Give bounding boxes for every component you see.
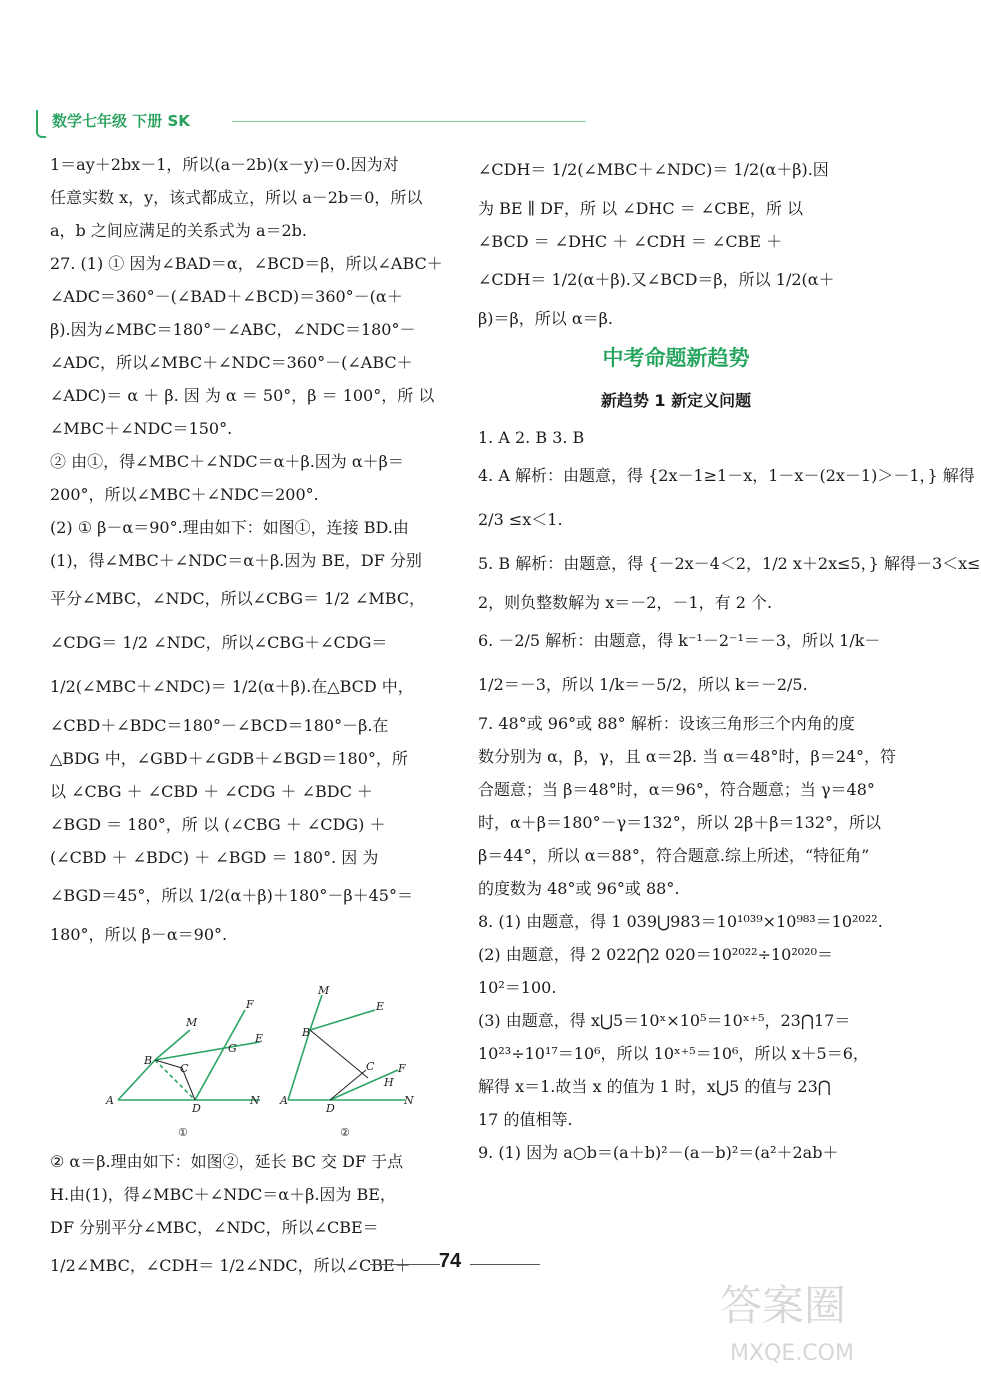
text-line: ∠CDH＝ 1/2(∠MBC＋∠NDC)＝ 1/2(α＋β).因 bbox=[478, 160, 829, 179]
text-line: DF 分别平分∠MBC，∠NDC，所以∠CBE＝ bbox=[50, 1218, 379, 1237]
svg-text:MXQE.COM: MXQE.COM bbox=[730, 1341, 854, 1366]
text-line: 数分别为 α，β，γ，且 α＝2β. 当 α＝48°时，β＝24°，符 bbox=[478, 747, 897, 766]
text-line: 180°，所以 β－α＝90°. bbox=[50, 925, 228, 944]
text-line: 1/2∠MBC，∠CDH＝ 1/2∠NDC，所以∠CBE＋ bbox=[50, 1256, 411, 1275]
svg-text:N: N bbox=[404, 1094, 414, 1107]
text-line: 1/2＝－3，所以 1/k＝－5/2，所以 k＝－2/5. bbox=[478, 675, 808, 694]
text-line: 2，则负整数解为 x＝－2，－1，有 2 个. bbox=[478, 593, 773, 612]
text-line: 平分∠MBC，∠NDC，所以∠CBG＝ 1/2 ∠MBC， bbox=[50, 589, 426, 608]
text-line: β)＝β，所以 α＝β. bbox=[478, 309, 613, 328]
text-line: 10²³÷10¹⁷＝10⁶，所以 10ˣ⁺⁵＝10⁶，所以 x＋5＝6， bbox=[478, 1044, 869, 1063]
geometry-figures bbox=[100, 980, 470, 1140]
text-line: 8. (1) 由题意，得 1 039⋃983＝10¹⁰³⁹×10⁹⁸³＝10²⁰²². bbox=[478, 912, 883, 931]
text-line: β＝44°，所以 α＝88°，符合题意.综上所述，“特征角” bbox=[478, 846, 870, 865]
page-number: 74 bbox=[438, 1250, 462, 1272]
page-rule-right bbox=[470, 1264, 540, 1265]
text-line: 5. B 解析：由题意，得 {－2x－4＜2，1/2 x＋2x≤5，} 解得－3＜x≤ bbox=[478, 554, 981, 573]
text-line: 解得 x＝1.故当 x 的值为 1 时，x⋃5 的值与 23⋂ bbox=[478, 1077, 831, 1096]
text-line: 4. A 解析：由题意，得 {2x－1≥1－x，1－x－(2x－1)＞－1，} 解得 bbox=[478, 466, 975, 485]
text-line: (2) 由题意，得 2 022⋂2 020＝10²⁰²²÷10²⁰²⁰＝ bbox=[478, 945, 834, 964]
svg-text:B: B bbox=[302, 1026, 311, 1039]
text-line: 1＝ay＋2bx－1，所以(a－2b)(x－y)＝0.因为对 bbox=[50, 155, 399, 174]
text-line: (1)，得∠MBC＋∠NDC＝α＋β.因为 BE，DF 分别 bbox=[50, 551, 422, 570]
svg-text:A: A bbox=[280, 1094, 288, 1107]
text-line: 1/2(∠MBC＋∠NDC)＝ 1/2(α＋β).在△BCD 中， bbox=[50, 677, 414, 696]
text-line: △BDG 中，∠GBD＋∠GDB＋∠BGD＝180°，所 bbox=[50, 749, 408, 768]
text-line: 以 ∠CBG ＋ ∠CBD ＋ ∠CDG ＋ ∠BDC ＋ bbox=[50, 782, 373, 801]
svg-text:答案圈: 答案圈 bbox=[720, 1281, 847, 1330]
header-title: 数学七年级 下册 SK bbox=[52, 112, 190, 130]
text-line: ∠ADC)＝ α ＋ β. 因 为 α ＝ 50°，β ＝ 100°，所 以 bbox=[50, 386, 435, 405]
svg-text:M: M bbox=[186, 1016, 198, 1029]
text-line: 7. 48°或 96°或 88° 解析：设该三角形三个内角的度 bbox=[478, 714, 855, 733]
right-answers bbox=[478, 421, 981, 1169]
text-line: ② 由①，得∠MBC＋∠NDC＝α＋β.因为 α＋β＝ bbox=[50, 452, 404, 471]
svg-text:C: C bbox=[180, 1062, 189, 1075]
left-column bbox=[50, 148, 455, 951]
section-title: 中考命题新趋势 bbox=[602, 346, 750, 370]
text-line: ∠ADC，所以∠MBC＋∠NDC＝360°－(∠ABC＋ bbox=[50, 353, 413, 372]
svg-text:E: E bbox=[255, 1032, 264, 1045]
svg-text:G: G bbox=[228, 1042, 237, 1055]
subsection-title: 新趋势 1 新定义问题 bbox=[600, 391, 752, 410]
header-bracket bbox=[36, 110, 46, 138]
text-line: 27. (1) ① 因为∠BAD＝α，∠BCD＝β，所以∠ABC＋ bbox=[50, 254, 443, 273]
svg-text:N: N bbox=[250, 1094, 260, 1107]
right-top-block bbox=[478, 148, 874, 335]
text-line: ∠BGD＝45°，所以 1/2(α＋β)＋180°－β＋45°＝ bbox=[50, 886, 413, 905]
text-line: ∠ADC＝360°－(∠BAD＋∠BCD)＝360°－(α＋ bbox=[50, 287, 403, 306]
text-line: 的度数为 48°或 96°或 88°. bbox=[478, 879, 680, 898]
text-line: ∠MBC＋∠NDC＝150°. bbox=[50, 419, 233, 438]
svg-text:D: D bbox=[326, 1102, 335, 1115]
text-line: (3) 由题意，得 x⋃5＝10ˣ×10⁵＝10ˣ⁺⁵，23⋂17＝ bbox=[478, 1011, 851, 1030]
watermark-logo bbox=[710, 1260, 880, 1370]
text-line: ∠CBD＋∠BDC＝180°－∠BCD＝180°－β.在 bbox=[50, 716, 389, 735]
svg-text:B: B bbox=[144, 1054, 153, 1067]
text-line: (2) ① β－α＝90°.理由如下：如图①，连接 BD.由 bbox=[50, 518, 409, 537]
svg-text:②: ② bbox=[340, 1126, 350, 1139]
text-line: ② α＝β.理由如下：如图②，延长 BC 交 DF 于点 bbox=[50, 1152, 404, 1171]
text-line: 10²＝100. bbox=[478, 978, 557, 997]
svg-text:A: A bbox=[106, 1094, 114, 1107]
header-rule bbox=[232, 121, 586, 122]
svg-text:D: D bbox=[192, 1102, 201, 1115]
text-line: ∠BCD ＝ ∠DHC ＋ ∠CDH ＝ ∠CBE ＋ bbox=[478, 232, 783, 251]
svg-text:C: C bbox=[366, 1060, 375, 1073]
text-line: 6. －2/5 解析：由题意，得 k⁻¹－2⁻¹＝－3，所以 1/k－ bbox=[478, 631, 881, 650]
svg-text:M: M bbox=[318, 984, 330, 997]
text-line: 200°，所以∠MBC＋∠NDC＝200°. bbox=[50, 485, 319, 504]
right-column bbox=[478, 148, 981, 1169]
svg-text:①: ① bbox=[178, 1126, 188, 1139]
text-line: 任意实数 x，y，该式都成立，所以 a－2b＝0，所以 bbox=[50, 188, 423, 207]
svg-text:F: F bbox=[398, 1062, 406, 1075]
text-line: a，b 之间应满足的关系式为 a＝2b. bbox=[50, 221, 308, 240]
text-line: ∠CDG＝ 1/2 ∠NDC，所以∠CBG＋∠CDG＝ bbox=[50, 633, 388, 652]
text-line: 合题意；当 β＝48°时，α＝96°，符合题意；当 γ＝48° bbox=[478, 780, 875, 799]
svg-text:H: H bbox=[384, 1076, 394, 1089]
svg-text:F: F bbox=[246, 998, 254, 1011]
text-line: β).因为∠MBC＝180°－∠ABC，∠NDC＝180°－ bbox=[50, 320, 416, 339]
text-line: 时，α＋β＝180°－γ＝132°，所以 2β＋β＝132°，所以 bbox=[478, 813, 882, 832]
text-line: H.由(1)，得∠MBC＋∠NDC＝α＋β.因为 BE， bbox=[50, 1185, 396, 1204]
text-line: ∠CDH＝ 1/2(α＋β).又∠BCD＝β，所以 1/2(α＋ bbox=[478, 270, 835, 289]
text-line: 2/3 ≤x＜1. bbox=[478, 510, 563, 529]
text-line: (∠CBD ＋ ∠BDC) ＋ ∠BGD ＝ 180°. 因 为 bbox=[50, 848, 379, 867]
text-line: 9. (1) 因为 a○b＝(a＋b)²－(a－b)²＝(a²＋2ab＋ bbox=[478, 1143, 839, 1162]
text-line: ∠BGD ＝ 180°，所 以 (∠CBG ＋ ∠CDG) ＋ bbox=[50, 815, 386, 834]
text-line: 17 的值相等. bbox=[478, 1110, 573, 1129]
svg-text:E: E bbox=[376, 1000, 385, 1013]
text-line: 1. A 2. B 3. B bbox=[478, 428, 585, 447]
text-line: 为 BE ∥ DF，所 以 ∠DHC ＝ ∠CBE，所 以 bbox=[478, 199, 803, 218]
